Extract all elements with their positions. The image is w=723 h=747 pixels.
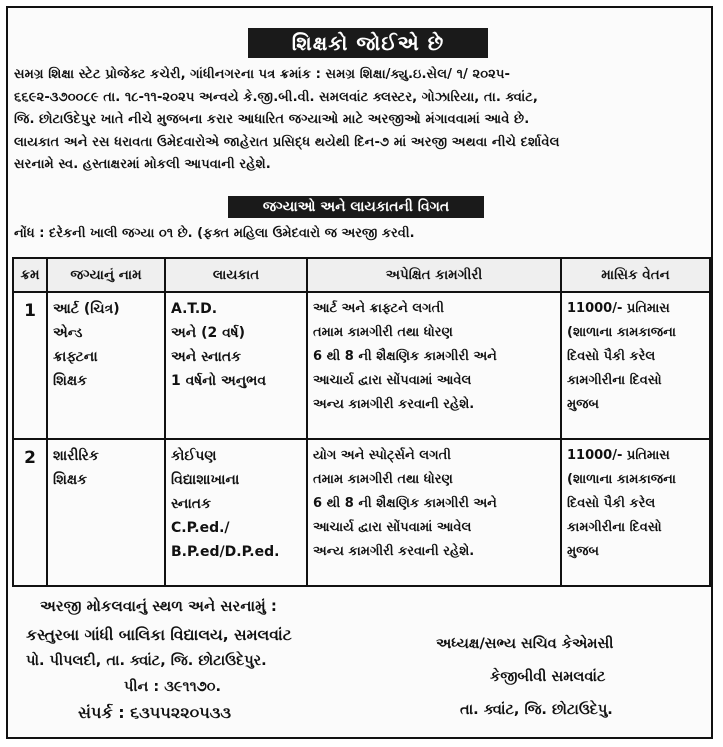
intro-paragraph (14, 64, 706, 177)
duties-line: અન્ય કામગીરી કરવાની રહેશે. (313, 544, 475, 559)
row-qualification (165, 439, 307, 586)
duties-line: તમામ કામગીરી તથા ધોરણ (313, 472, 453, 487)
table-row (13, 292, 710, 439)
salary-line: મુજબ (567, 397, 599, 412)
details-heading: જગ્યાઓ અને લાયકાતની વિગત (228, 196, 484, 218)
salary-line: કામગીરીના દિવસો (567, 373, 662, 388)
signatory-office: કેજીબીવી સમલવાંટ (490, 669, 606, 685)
pin-code: પીન : ૩૯૧૧૭૦. (124, 679, 222, 695)
qualification-line: કોઈપણ (171, 448, 217, 464)
post-name-line: શારીરિક (53, 448, 99, 464)
qualification-line: વિદ્યાશાખાના (171, 472, 240, 488)
contact-number: સંપર્ક : ૬૩૫૫૨૨૦૫૩૩ (78, 703, 232, 722)
row-serial: 2 (13, 439, 47, 586)
duties-line: આચાર્ય દ્વારા સોંપવામાં આવેલ (313, 373, 472, 388)
post-name-line: શિક્ષક (53, 373, 88, 389)
qualification-line: A.T.D. (171, 301, 218, 317)
notice-heading: શિક્ષકો જોઈએ છે (248, 28, 488, 58)
row-qualification (165, 292, 307, 439)
row-serial: 1 (13, 292, 47, 439)
address-heading: અરજી મોકલવાનું સ્થળ અને સરનામું : (40, 597, 277, 615)
salary-line: 11000/- પ્રતિમાસ (567, 301, 670, 316)
duties-line: અન્ય કામગીરી કરવાની રહેશે. (313, 397, 475, 412)
post-name-line: એન્ડ (53, 325, 83, 341)
postal-address: પો. પીપલદી, તા. ક્વાંટ, જિ. છોટાઉદેપુર. (26, 653, 267, 669)
header-serial: ક્રમ (13, 258, 47, 292)
row-duties (307, 439, 561, 586)
header-duties: અપેક્ષિત કામગીરી (307, 258, 561, 292)
post-name-line: આર્ટ (ચિત્ર) (53, 301, 120, 317)
signatory-title: અધ્યક્ષ/સભ્ય સચિવ કેએમસી (436, 636, 614, 652)
salary-line: દિવસો પૈકી કરેલ (567, 349, 656, 364)
table-header-row (13, 258, 710, 292)
intro-line: સમગ્ર શિક્ષા સ્ટેટ પ્રોજેક્ટ કચેરી, ગાંધીનગરના પત્ર ક્રમાંક : સમગ્ર શિક્ષા/ક્યુ.ઇ.સેલ/ ૧/ ૨૦૨૫- (14, 67, 511, 82)
header-qualification: લાયકાત (165, 258, 307, 292)
application-address (26, 622, 406, 726)
post-name-line: શિક્ષક (53, 472, 88, 488)
school-name: કસ્તુરબા ગાંધી બાલિકા વિદ્યાલય, સમલવાંટ (26, 626, 292, 644)
duties-line: યોગ અને સ્પોર્ટ્સને લગતી (313, 448, 451, 463)
qualification-line: અને સ્નાતક (171, 349, 242, 365)
duties-line: આચાર્ય દ્વારા સોંપવામાં આવેલ (313, 520, 472, 535)
vacancy-note: નોંધ : દરેકની ખાલી જગ્યા ૦૧ છે. (ફક્ત મહિલા ઉમેદવારો જ અરજી કરવી. (14, 226, 415, 241)
duties-line: 6 થી 8 ની શૈક્ષણિક કામગીરી અને (313, 496, 497, 511)
duties-line: 6 થી 8 ની શૈક્ષણિક કામગીરી અને (313, 349, 497, 364)
qualification-line: અને (2 વર્ષ) (171, 325, 246, 341)
intro-line: જિ. છોટાઉદેપુર ખાતે નીચે મુજબના કરાર આધારિત જગ્યાઓ માટે અરજીઓ મંગાવવામાં આવે છે. (14, 112, 530, 127)
row-salary (561, 439, 710, 586)
duties-line: આર્ટ અને ક્રાફ્ટને લગતી (313, 301, 444, 316)
salary-line: દિવસો પૈકી કરેલ (567, 496, 656, 511)
row-post-name (47, 292, 165, 439)
row-salary (561, 292, 710, 439)
qualification-line: 1 વર્ષનો અનુભવ (171, 373, 267, 389)
header-salary: માસિક વેતન (561, 258, 710, 292)
salary-line: 11000/- પ્રતિમાસ (567, 448, 670, 463)
intro-line: લાયકાત અને રસ ધરાવતા ઉમેદવારોએ જાહેરાત પ્રસિદ્ધ થયેથી દિન-૭ માં અરજી અથવા નીચે દર્શાવેલ (14, 134, 560, 150)
intro-line: સરનામે સ્વ. હસ્તાક્ષરમાં મોકલી આપવાની રહેશે. (14, 157, 271, 172)
post-name-line: ક્રાફ્ટના (53, 349, 98, 365)
qualification-line: C.P.ed./ (171, 520, 230, 536)
salary-line: (શાળાના કામકાજના (567, 472, 676, 487)
qualification-line: સ્નાતક (171, 496, 211, 512)
signatory-location: તા. ક્વાંટ, જિ. છોટાઉદેપુ. (460, 702, 613, 718)
table-row (13, 439, 710, 586)
signatory-block (436, 628, 712, 727)
qualification-line: B.P.ed/D.P.ed. (171, 544, 280, 560)
salary-line: (શાળાના કામકાજના (567, 325, 676, 340)
salary-line: મુજબ (567, 544, 599, 559)
row-post-name (47, 439, 165, 586)
vacancy-table (12, 257, 711, 587)
intro-line: ૬૬૯૨-૩૭૦૦૮૯ તા. ૧૮-૧૧-૨૦૨૫ અન્વયે કે.જી.બી.વી. સમલવાંટ ક્લસ્ટર, ગોઝારિયા, તા. ક્વાંટ, (14, 89, 538, 105)
salary-line: કામગીરીના દિવસો (567, 520, 662, 535)
header-post-name: જગ્યાનું નામ (47, 258, 165, 292)
row-duties (307, 292, 561, 439)
duties-line: તમામ કામગીરી તથા ધોરણ (313, 325, 453, 340)
